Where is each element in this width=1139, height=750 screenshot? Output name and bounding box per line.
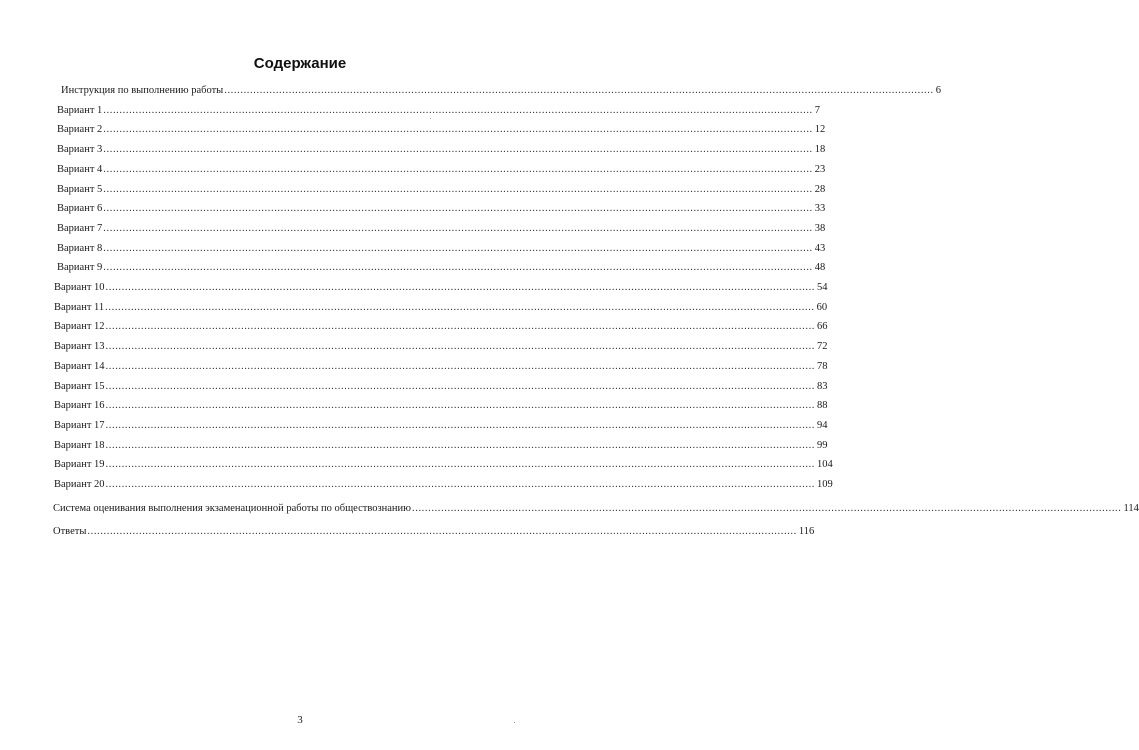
toc-leader-dots: ............................................................................................................................................................................................................................ bbox=[224, 85, 934, 96]
toc-leader-dots: ............................................................................................................................................................................................................................ bbox=[105, 282, 816, 293]
toc-entry-page: 66 bbox=[817, 321, 828, 333]
toc-entry bbox=[57, 141, 826, 157]
toc-entry-page: 23 bbox=[814, 163, 826, 175]
toc-entry-label: Вариант 16 bbox=[54, 400, 105, 412]
toc-entry-label: Вариант 13 bbox=[54, 341, 105, 353]
toc-leader-dots: ............................................................................................................................................................................................................................ bbox=[103, 144, 813, 156]
toc-leader-dots: ............................................................................................................................................................................................................................ bbox=[103, 104, 813, 116]
toc-entry-page: 18 bbox=[814, 144, 826, 156]
toc-entry-page: 94 bbox=[817, 419, 828, 431]
toc-entry bbox=[57, 121, 826, 137]
toc-entry bbox=[53, 523, 815, 539]
toc-entry-page: 83 bbox=[817, 380, 828, 392]
toc-entry bbox=[54, 476, 833, 492]
toc-entry-page: 99 bbox=[817, 439, 828, 451]
toc-entry-page: 109 bbox=[817, 479, 833, 490]
toc-leader-dots: ............................................................................................................................................................................................................................ bbox=[103, 203, 813, 215]
toc-leader-dots: ............................................................................................................................................................................................................................ bbox=[105, 360, 816, 372]
toc-entry-page: 38 bbox=[814, 222, 826, 234]
toc-leader-dots: ............................................................................................................................................................................................................................ bbox=[103, 124, 813, 136]
page-number: 3 bbox=[297, 714, 303, 726]
toc-entry-page: 28 bbox=[814, 183, 826, 195]
toc-entry bbox=[54, 338, 828, 354]
toc-entry-page: 88 bbox=[817, 400, 828, 412]
toc-entry bbox=[57, 161, 826, 177]
toc-entry-page: 54 bbox=[817, 282, 828, 293]
toc-leader-dots: ............................................................................................................................................................................................................................ bbox=[103, 222, 813, 234]
toc-entry-label: Вариант 9 bbox=[57, 262, 103, 274]
toc-entry-label: Вариант 15 bbox=[54, 380, 105, 392]
toc-leader-dots: ............................................................................................................................................................................................................................ bbox=[105, 301, 815, 313]
toc-entry-page: 114 bbox=[1123, 502, 1139, 514]
toc-entry-label: Вариант 11 bbox=[54, 301, 105, 313]
toc-entry bbox=[57, 200, 826, 216]
toc-entry bbox=[54, 456, 833, 472]
toc-entry-page: 48 bbox=[814, 262, 826, 274]
toc-entry bbox=[53, 500, 1139, 516]
toc-entry-label: Вариант 20 bbox=[54, 479, 105, 490]
toc-entry-label: Вариант 17 bbox=[54, 419, 105, 431]
toc-leader-dots: ............................................................................................................................................................................................................................ bbox=[103, 183, 813, 195]
toc-entry-label: Вариант 4 bbox=[57, 163, 103, 175]
toc-leader-dots: ............................................................................................................................................................................................................................ bbox=[105, 459, 816, 471]
toc-entry bbox=[54, 417, 828, 433]
scan-speck bbox=[514, 722, 515, 723]
toc-entry-label: Вариант 2 bbox=[57, 124, 103, 136]
toc-leader-dots: ............................................................................................................................................................................................................................ bbox=[105, 321, 816, 333]
toc-leader-dots: ............................................................................................................................................................................................................................ bbox=[87, 526, 797, 538]
toc-entry bbox=[54, 358, 828, 374]
toc-entry bbox=[57, 220, 826, 236]
toc-entry-label: Система оценивания выполнения экзаменационной работы по обществознанию bbox=[53, 502, 411, 514]
toc-entry-page: 33 bbox=[814, 203, 826, 215]
toc-entry bbox=[57, 259, 826, 275]
toc-entry-label: Вариант 18 bbox=[54, 439, 105, 451]
toc-entry-label: Инструкция по выполнению работы bbox=[61, 85, 224, 96]
toc-entry-page: 78 bbox=[817, 360, 828, 372]
toc-leader-dots: ............................................................................................................................................................................................................................ bbox=[103, 262, 813, 274]
toc-entry-label: Вариант 7 bbox=[57, 222, 103, 234]
toc-leader-dots: ............................................................................................................................................................................................................................ bbox=[412, 502, 1122, 514]
toc-entry-label: Вариант 3 bbox=[57, 144, 103, 156]
toc-entry bbox=[54, 437, 828, 453]
toc-entry-page: 72 bbox=[817, 341, 828, 353]
toc-entry-page: 7 bbox=[814, 104, 821, 116]
toc-leader-dots: ............................................................................................................................................................................................................................ bbox=[103, 163, 813, 175]
toc-entry bbox=[61, 82, 941, 98]
toc-entry-page: 6 bbox=[935, 85, 941, 96]
toc-leader-dots: ............................................................................................................................................................................................................................ bbox=[105, 439, 816, 451]
toc-entry-label: Вариант 10 bbox=[54, 282, 105, 293]
toc-entry-label: Вариант 14 bbox=[54, 360, 105, 372]
toc-leader-dots: ............................................................................................................................................................................................................................ bbox=[105, 400, 816, 412]
toc-entry-label: Ответы bbox=[53, 526, 87, 538]
toc-leader-dots: ............................................................................................................................................................................................................................ bbox=[105, 419, 816, 431]
scan-speck bbox=[430, 118, 431, 119]
toc-leader-dots: ............................................................................................................................................................................................................................ bbox=[105, 479, 816, 490]
toc-entry bbox=[57, 181, 826, 197]
toc-entry-label: Вариант 5 bbox=[57, 183, 103, 195]
toc-entry bbox=[54, 279, 828, 295]
toc-entry-page: 116 bbox=[798, 526, 815, 538]
toc-entry bbox=[54, 378, 828, 394]
toc-entry-label: Вариант 12 bbox=[54, 321, 105, 333]
toc-entry-page: 60 bbox=[816, 301, 828, 313]
toc-entry-page: 43 bbox=[814, 242, 826, 254]
toc-entry-label: Вариант 19 bbox=[54, 459, 105, 471]
toc-leader-dots: ............................................................................................................................................................................................................................ bbox=[105, 380, 816, 392]
toc-entry-label: Вариант 8 bbox=[57, 242, 103, 254]
toc-leader-dots: ............................................................................................................................................................................................................................ bbox=[103, 242, 813, 254]
toc-entry bbox=[54, 299, 828, 315]
toc-entry-page: 12 bbox=[814, 124, 826, 136]
toc-entry bbox=[54, 318, 828, 334]
toc-entry-label: Вариант 1 bbox=[57, 104, 103, 116]
toc-entry bbox=[54, 397, 828, 413]
toc-title: Содержание bbox=[253, 55, 347, 72]
toc-entry bbox=[57, 102, 821, 118]
toc-entry bbox=[57, 240, 826, 256]
toc-entry-label: Вариант 6 bbox=[57, 203, 103, 215]
toc-entry-page: 104 bbox=[817, 459, 833, 471]
toc-leader-dots: ............................................................................................................................................................................................................................ bbox=[105, 341, 816, 353]
